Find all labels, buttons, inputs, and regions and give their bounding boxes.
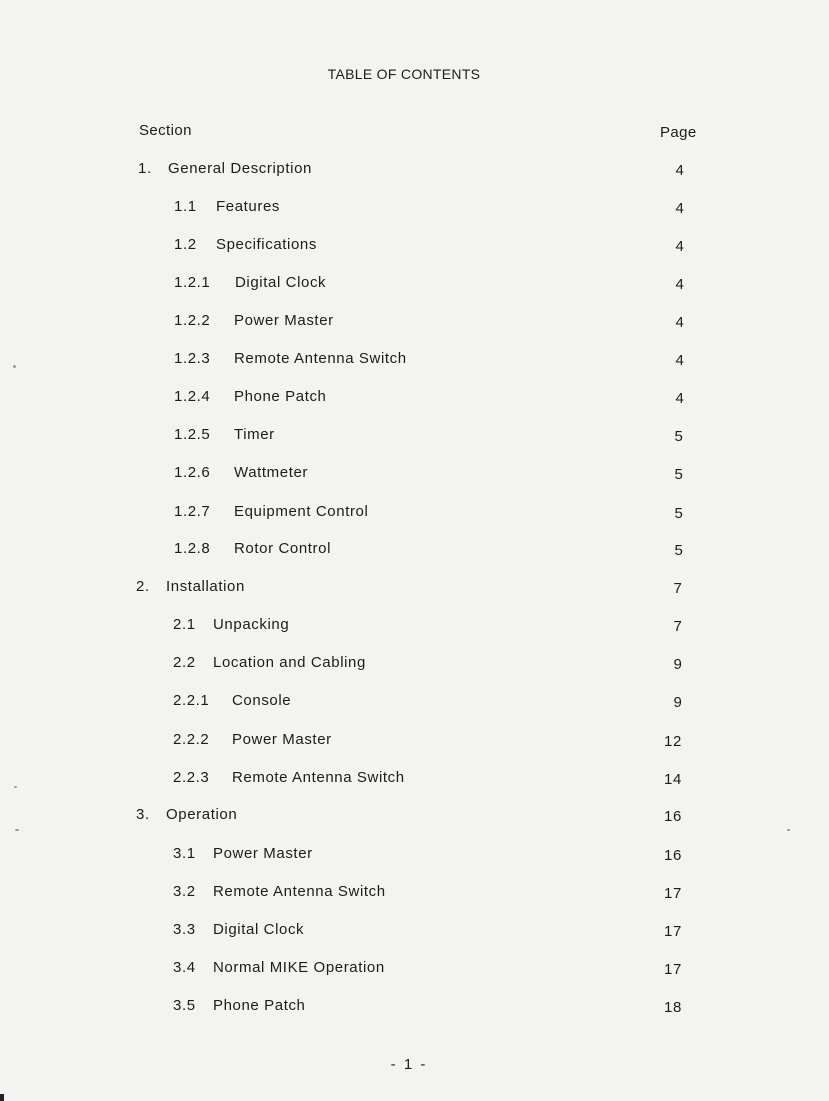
toc-entry bbox=[0, 198, 829, 222]
toc-entry bbox=[0, 806, 829, 830]
toc-entry-page: 9 bbox=[673, 694, 683, 711]
toc-entry-number: 3.4 bbox=[173, 959, 196, 976]
toc-entry-number: 1.2.4 bbox=[174, 388, 211, 405]
toc-entry-title: Remote Antenna Switch bbox=[232, 769, 405, 786]
toc-entry-page: 17 bbox=[664, 923, 682, 940]
toc-entry-page: 4 bbox=[675, 238, 685, 255]
page-title: TABLE OF CONTENTS bbox=[327, 66, 481, 82]
toc-entry-number: 1.2.6 bbox=[174, 464, 211, 481]
toc-entry-title: Location and Cabling bbox=[213, 654, 366, 671]
toc-entry-title: Operation bbox=[166, 806, 238, 823]
toc-entry-number: 2. bbox=[136, 578, 150, 595]
toc-entry-page: 4 bbox=[675, 352, 685, 369]
toc-entry-title: Power Master bbox=[234, 312, 334, 329]
toc-entry-page: 5 bbox=[674, 466, 684, 483]
toc-entry-number: 1.2.1 bbox=[174, 274, 211, 291]
toc-entry-page: 4 bbox=[675, 200, 685, 217]
toc-entry bbox=[0, 731, 829, 755]
toc-entry-page: 12 bbox=[664, 733, 682, 750]
toc-entry bbox=[0, 274, 829, 298]
toc-entry-page: 16 bbox=[664, 847, 682, 864]
toc-entry-page: 17 bbox=[664, 961, 682, 978]
toc-entry bbox=[0, 883, 829, 907]
toc-entry-title: Unpacking bbox=[213, 616, 290, 633]
toc-entry-number: 2.1 bbox=[173, 616, 196, 633]
toc-entry-title: Remote Antenna Switch bbox=[234, 350, 407, 367]
section-column-heading: Section bbox=[139, 122, 192, 139]
toc-entry-page: 4 bbox=[675, 390, 685, 407]
toc-entry bbox=[0, 654, 829, 678]
toc-entry-number: 2.2.1 bbox=[173, 692, 210, 709]
toc-entry bbox=[0, 503, 829, 527]
toc-entry bbox=[0, 236, 829, 260]
toc-entry-title: Power Master bbox=[232, 731, 332, 748]
toc-entry-page: 7 bbox=[673, 618, 683, 635]
toc-entry bbox=[0, 616, 829, 640]
toc-entry bbox=[0, 692, 829, 716]
toc-entry-number: 1.2.2 bbox=[174, 312, 211, 329]
toc-entry bbox=[0, 769, 829, 793]
toc-entry-title: Remote Antenna Switch bbox=[213, 883, 386, 900]
scan-speck bbox=[14, 786, 17, 788]
toc-entry-title: Console bbox=[232, 692, 292, 709]
toc-entry-title: General Description bbox=[168, 160, 312, 177]
toc-entry-number: 1.1 bbox=[174, 198, 197, 215]
toc-entry-number: 2.2 bbox=[173, 654, 196, 671]
toc-entry-number: 1.2 bbox=[174, 236, 197, 253]
toc-entry bbox=[0, 350, 829, 374]
toc-entry-number: 3.3 bbox=[173, 921, 196, 938]
toc-entry bbox=[0, 388, 829, 412]
toc-entry-title: Phone Patch bbox=[234, 388, 327, 405]
toc-entry bbox=[0, 464, 829, 488]
toc-entry-title: Normal MIKE Operation bbox=[213, 959, 385, 976]
scan-speck bbox=[787, 829, 790, 831]
toc-entry-title: Specifications bbox=[216, 236, 317, 253]
toc-entry-title: Digital Clock bbox=[213, 921, 305, 938]
scan-speck bbox=[13, 365, 16, 368]
scan-speck bbox=[15, 829, 19, 831]
toc-entry-page: 5 bbox=[674, 505, 684, 522]
toc-entry-title: Power Master bbox=[213, 845, 313, 862]
toc-entry-page: 14 bbox=[664, 771, 682, 788]
toc-entry bbox=[0, 921, 829, 945]
toc-entry bbox=[0, 959, 829, 983]
toc-entry bbox=[0, 540, 829, 564]
toc-entry-number: 1. bbox=[138, 160, 152, 177]
toc-entry-number: 3.5 bbox=[173, 997, 196, 1014]
toc-entry bbox=[0, 845, 829, 869]
toc-entry-number: 2.2.2 bbox=[173, 731, 210, 748]
toc-entry bbox=[0, 426, 829, 450]
toc-entry-title: Wattmeter bbox=[234, 464, 309, 481]
toc-entry-page: 7 bbox=[673, 580, 683, 597]
toc-entry-number: 1.2.5 bbox=[174, 426, 211, 443]
toc-entry-title: Features bbox=[216, 198, 280, 215]
toc-entry-number: 3.2 bbox=[173, 883, 196, 900]
toc-entry-page: 4 bbox=[675, 314, 685, 331]
toc-entry-title: Phone Patch bbox=[213, 997, 306, 1014]
toc-entry-page: 16 bbox=[664, 808, 682, 825]
toc-entry bbox=[0, 997, 829, 1021]
toc-entry bbox=[0, 160, 829, 184]
toc-entry-number: 1.2.7 bbox=[174, 503, 211, 520]
page-number-footer: - 1 - bbox=[390, 1056, 428, 1073]
toc-entry-page: 4 bbox=[675, 162, 685, 179]
toc-entry-page: 18 bbox=[664, 999, 682, 1016]
toc-entry-page: 5 bbox=[674, 428, 684, 445]
toc-entry bbox=[0, 312, 829, 336]
toc-entry-page: 5 bbox=[674, 542, 684, 559]
toc-entry-title: Digital Clock bbox=[235, 274, 327, 291]
toc-entry-page: 9 bbox=[673, 656, 683, 673]
toc-entry-number: 1.2.8 bbox=[174, 540, 211, 557]
toc-entry-title: Rotor Control bbox=[234, 540, 332, 557]
toc-entry bbox=[0, 578, 829, 602]
toc-entry-number: 1.2.3 bbox=[174, 350, 211, 367]
toc-entry-page: 4 bbox=[675, 276, 685, 293]
toc-entry-number: 2.2.3 bbox=[173, 769, 210, 786]
toc-entry-page: 17 bbox=[664, 885, 682, 902]
toc-entry-number: 3. bbox=[136, 806, 150, 823]
toc-entry-title: Equipment Control bbox=[234, 503, 369, 520]
toc-entry-title: Installation bbox=[166, 578, 245, 595]
toc-entry-title: Timer bbox=[234, 426, 275, 443]
page-column-heading: Page bbox=[660, 124, 697, 141]
scan-speck bbox=[0, 1094, 4, 1101]
toc-entry-number: 3.1 bbox=[173, 845, 196, 862]
